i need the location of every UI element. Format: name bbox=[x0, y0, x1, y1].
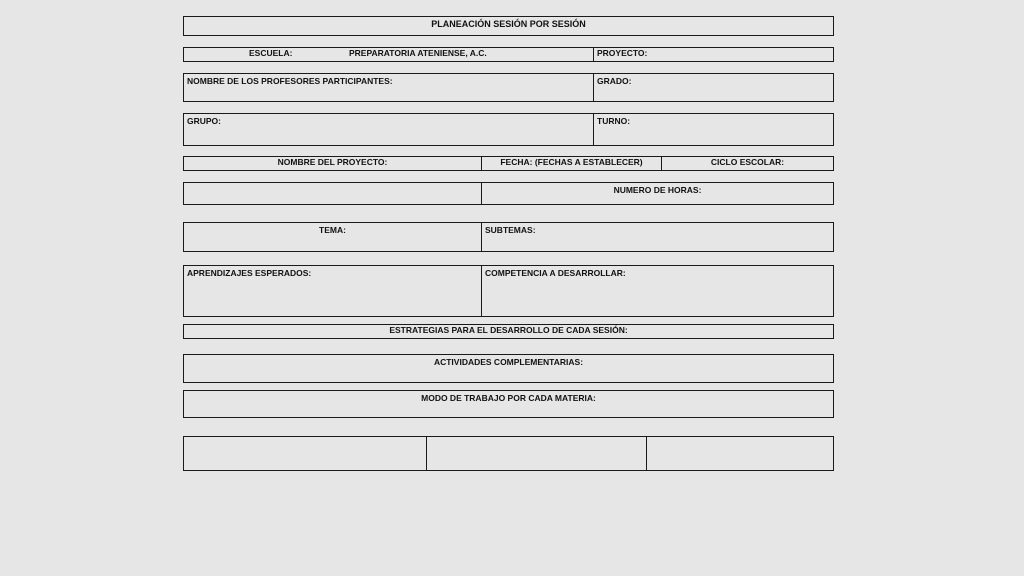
actividades-row bbox=[183, 354, 834, 383]
page-title: PLANEACIÓN SESIÓN POR SESIÓN bbox=[431, 19, 586, 29]
proyecto-field[interactable] bbox=[593, 48, 833, 61]
escuela-field[interactable] bbox=[184, 48, 593, 61]
escuela-label: ESCUELA: bbox=[249, 48, 293, 58]
profesores-row bbox=[183, 73, 834, 102]
materia-cell-1[interactable] bbox=[184, 437, 426, 470]
proyecto-header-row bbox=[183, 156, 834, 171]
tema-label: TEMA: bbox=[319, 225, 346, 235]
subtemas-field[interactable] bbox=[481, 223, 833, 251]
turno-field[interactable] bbox=[593, 114, 833, 145]
profesores-label: NOMBRE DE LOS PROFESORES PARTICIPANTES: bbox=[187, 76, 393, 86]
grupo-row bbox=[183, 113, 834, 146]
actividades-field[interactable] bbox=[184, 355, 833, 382]
escuela-row bbox=[183, 47, 834, 62]
numero-horas-field[interactable] bbox=[481, 183, 833, 204]
materias-row bbox=[183, 436, 834, 471]
competencia-field[interactable] bbox=[481, 266, 833, 316]
nombre-proyecto-header: NOMBRE DEL PROYECTO: bbox=[277, 157, 388, 167]
materia-cell-3[interactable] bbox=[646, 437, 833, 470]
competencia-label: COMPETENCIA A DESARROLLAR: bbox=[485, 268, 626, 278]
ciclo-escolar-header: CICLO ESCOLAR: bbox=[661, 157, 833, 170]
escuela-value: PREPARATORIA ATENIENSE, A.C. bbox=[349, 48, 487, 58]
nombre-proyecto-field[interactable] bbox=[184, 183, 481, 204]
estrategias-header: ESTRATEGIAS PARA EL DESARROLLO DE CADA SESIÓN: bbox=[389, 325, 628, 335]
grado-label: GRADO: bbox=[597, 76, 632, 86]
aprendizajes-field[interactable] bbox=[184, 266, 481, 316]
modo-trabajo-row bbox=[183, 390, 834, 418]
tema-field[interactable] bbox=[184, 223, 481, 251]
materia-cell-2[interactable] bbox=[426, 437, 646, 470]
proyecto-values-row bbox=[183, 182, 834, 205]
modo-trabajo-field[interactable] bbox=[184, 391, 833, 417]
actividades-label: ACTIVIDADES COMPLEMENTARIAS: bbox=[433, 357, 584, 367]
numero-horas-label: NUMERO DE HORAS: bbox=[613, 185, 702, 195]
modo-trabajo-label: MODO DE TRABAJO POR CADA MATERIA: bbox=[421, 393, 596, 403]
title-box bbox=[183, 16, 834, 36]
tema-row bbox=[183, 222, 834, 252]
grupo-label: GRUPO: bbox=[187, 116, 221, 126]
turno-label: TURNO: bbox=[597, 116, 631, 126]
grupo-field[interactable] bbox=[184, 114, 593, 145]
profesores-field[interactable] bbox=[184, 74, 593, 101]
subtemas-label: SUBTEMAS: bbox=[485, 225, 536, 235]
aprendizajes-row bbox=[183, 265, 834, 317]
proyecto-label: PROYECTO: bbox=[597, 48, 648, 58]
aprendizajes-label: APRENDIZAJES ESPERADOS: bbox=[187, 268, 312, 278]
fecha-header: FECHA: (FECHAS A ESTABLECER) bbox=[481, 157, 661, 170]
grado-field[interactable] bbox=[593, 74, 833, 101]
estrategias-row bbox=[183, 324, 834, 339]
